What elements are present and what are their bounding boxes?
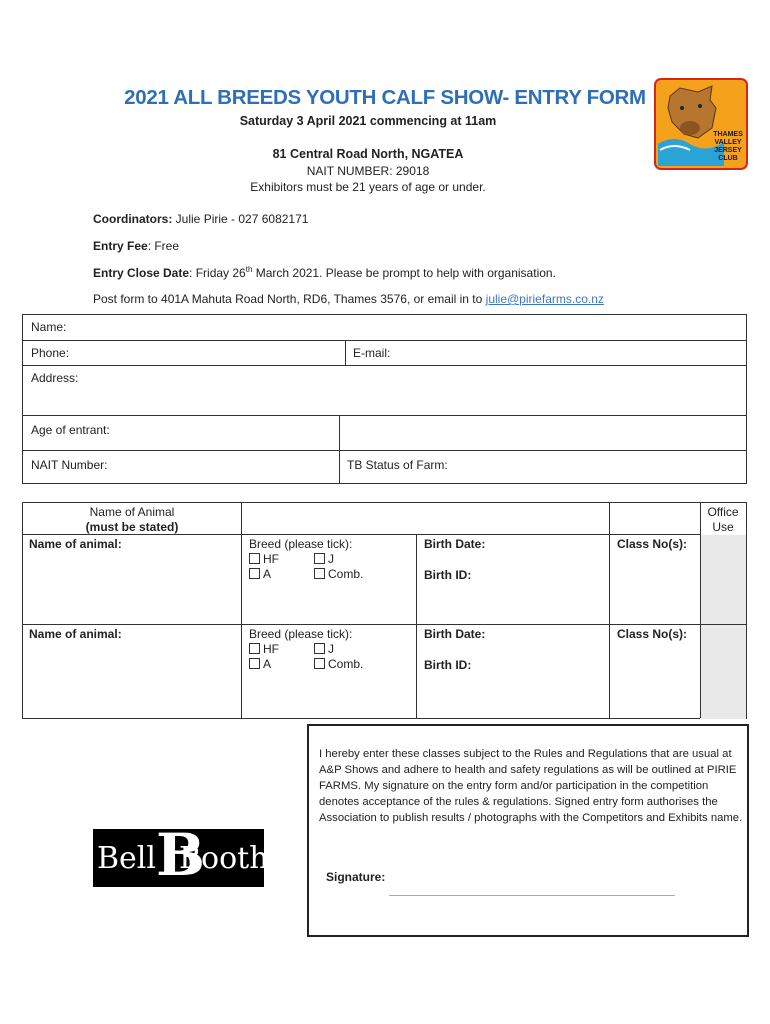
birth-id-label-1: Birth ID: (424, 568, 472, 582)
bell-booth-logo-left: Bell (97, 841, 156, 876)
contact-email-link[interactable]: julie@piriefarms.co.nz (485, 292, 604, 306)
breed-option-comb-1[interactable]: Comb. (314, 567, 363, 581)
entrant-details-table (22, 314, 747, 484)
contact-row (23, 341, 746, 366)
nait-row (23, 451, 746, 484)
checkbox-icon (314, 568, 325, 579)
animal-name-header (23, 505, 241, 535)
breed-label-2: Breed (please tick): (249, 627, 353, 641)
coordinators-line (93, 212, 308, 226)
post-form-line (93, 292, 604, 306)
class-label-2: Class No(s): (617, 627, 688, 641)
breed-option-a-2[interactable]: A (249, 657, 271, 671)
coordinators-label: Coordinators: (93, 212, 173, 226)
bell-booth-logo (93, 821, 269, 889)
nait-label: NAIT Number: (31, 458, 108, 472)
signature-field[interactable] (389, 895, 675, 896)
tb-status-label: TB Status of Farm: (347, 458, 448, 472)
logo-word-2: VALLEY (714, 139, 742, 146)
logo-word-4: CLUB (718, 155, 738, 162)
animal-name-header-label: Name of Animal (89, 505, 175, 519)
entry-fee-label: Entry Fee (93, 239, 148, 253)
address-row (23, 366, 746, 416)
checkbox-icon (249, 643, 260, 654)
declaration-box (307, 724, 749, 937)
checkbox-icon (249, 553, 260, 564)
entry-fee-value: : Free (147, 239, 180, 253)
address-label: Address: (31, 371, 79, 385)
declaration-text: I hereby enter these classes subject to the Rules and Regulations that are usual at A&P Shows and adhere to health and safety regulations as will be outlined at PIRIE FARMS. My signature on the entry form and/or participation in the competition denotes acceptance of the rules & regulations. Signed entry form authorises the Association to publish results / photographs with the Competitors and Exhibits name. (319, 748, 743, 824)
age-field[interactable] (339, 416, 746, 450)
breed-label-1: Breed (please tick): (249, 537, 353, 551)
post-form-text: Post form to 401A Mahuta Road North, RD6, Thames 3576, or email in to (93, 292, 486, 306)
tb-status-field[interactable] (339, 451, 746, 484)
checkbox-icon (314, 643, 325, 654)
must-be-stated-note: (must be stated) (85, 520, 179, 534)
coordinators-value: Julie Pirie - 027 6082171 (172, 212, 309, 226)
breed-option-hf-2[interactable]: HF (249, 642, 279, 656)
entry-fee-line (93, 239, 179, 253)
birth-id-label-2: Birth ID: (424, 658, 472, 672)
breed-option-j-1[interactable]: J (314, 552, 334, 566)
date-suffix: th (245, 265, 253, 274)
checkbox-icon (314, 553, 325, 564)
birth-date-label-1: Birth Date: (424, 537, 486, 551)
nait-number: NAIT NUMBER: 29018 (306, 164, 430, 178)
age-row (23, 416, 746, 451)
bell-booth-logo-mark: B (156, 821, 206, 889)
thames-valley-jersey-club-logo (654, 78, 748, 170)
logo-word-1: THAMES (713, 131, 743, 138)
breed-option-a-1[interactable]: A (249, 567, 271, 581)
age-label: Age of entrant: (31, 423, 110, 437)
animal-name-label-1: Name of animal: (29, 537, 122, 551)
entry-close-date: : Friday 26 (189, 266, 246, 280)
form-title: 2021 ALL BREEDS YOUTH CALF SHOW- ENTRY FORM (124, 86, 646, 109)
office-use-cell-2 (700, 625, 746, 719)
entry-close-line (93, 265, 556, 280)
breed-option-j-2[interactable]: J (314, 642, 334, 656)
entry-close-label: Entry Close Date (93, 266, 190, 280)
entry-close-note: March 2021. Please be prompt to help with organisation. (252, 266, 556, 280)
eligibility-note: Exhibitors must be 21 years of age or under. (250, 180, 486, 194)
office-use-header: Office Use (707, 505, 739, 534)
breed-option-comb-2[interactable]: Comb. (314, 657, 363, 671)
phone-label: Phone: (31, 346, 70, 360)
checkbox-icon (314, 658, 325, 669)
name-row (23, 315, 746, 341)
breed-option-hf-1[interactable]: HF (249, 552, 279, 566)
office-use-cell-1 (700, 535, 746, 624)
birth-date-label-2: Birth Date: (424, 627, 486, 641)
nait-field[interactable] (23, 451, 339, 484)
checkbox-icon (249, 568, 260, 579)
age-label-cell (23, 416, 339, 450)
bell-booth-logo-right: Booth (179, 841, 269, 876)
event-address: 81 Central Road North, NGATEA (272, 147, 464, 161)
email-field[interactable] (345, 341, 746, 365)
name-label: Name: (31, 320, 67, 334)
animal-name-label-2: Name of animal: (29, 627, 122, 641)
animal-entries-table (22, 502, 747, 719)
phone-field[interactable] (23, 341, 345, 365)
event-date: Saturday 3 April 2021 commencing at 11am (239, 114, 497, 128)
class-label-1: Class No(s): (617, 537, 688, 551)
address-field[interactable] (23, 366, 746, 415)
name-field[interactable] (23, 315, 746, 340)
email-label: E-mail: (353, 346, 391, 360)
signature-label: Signature: (326, 870, 386, 884)
logo-word-3: JERSEY (714, 147, 742, 154)
checkbox-icon (249, 658, 260, 669)
